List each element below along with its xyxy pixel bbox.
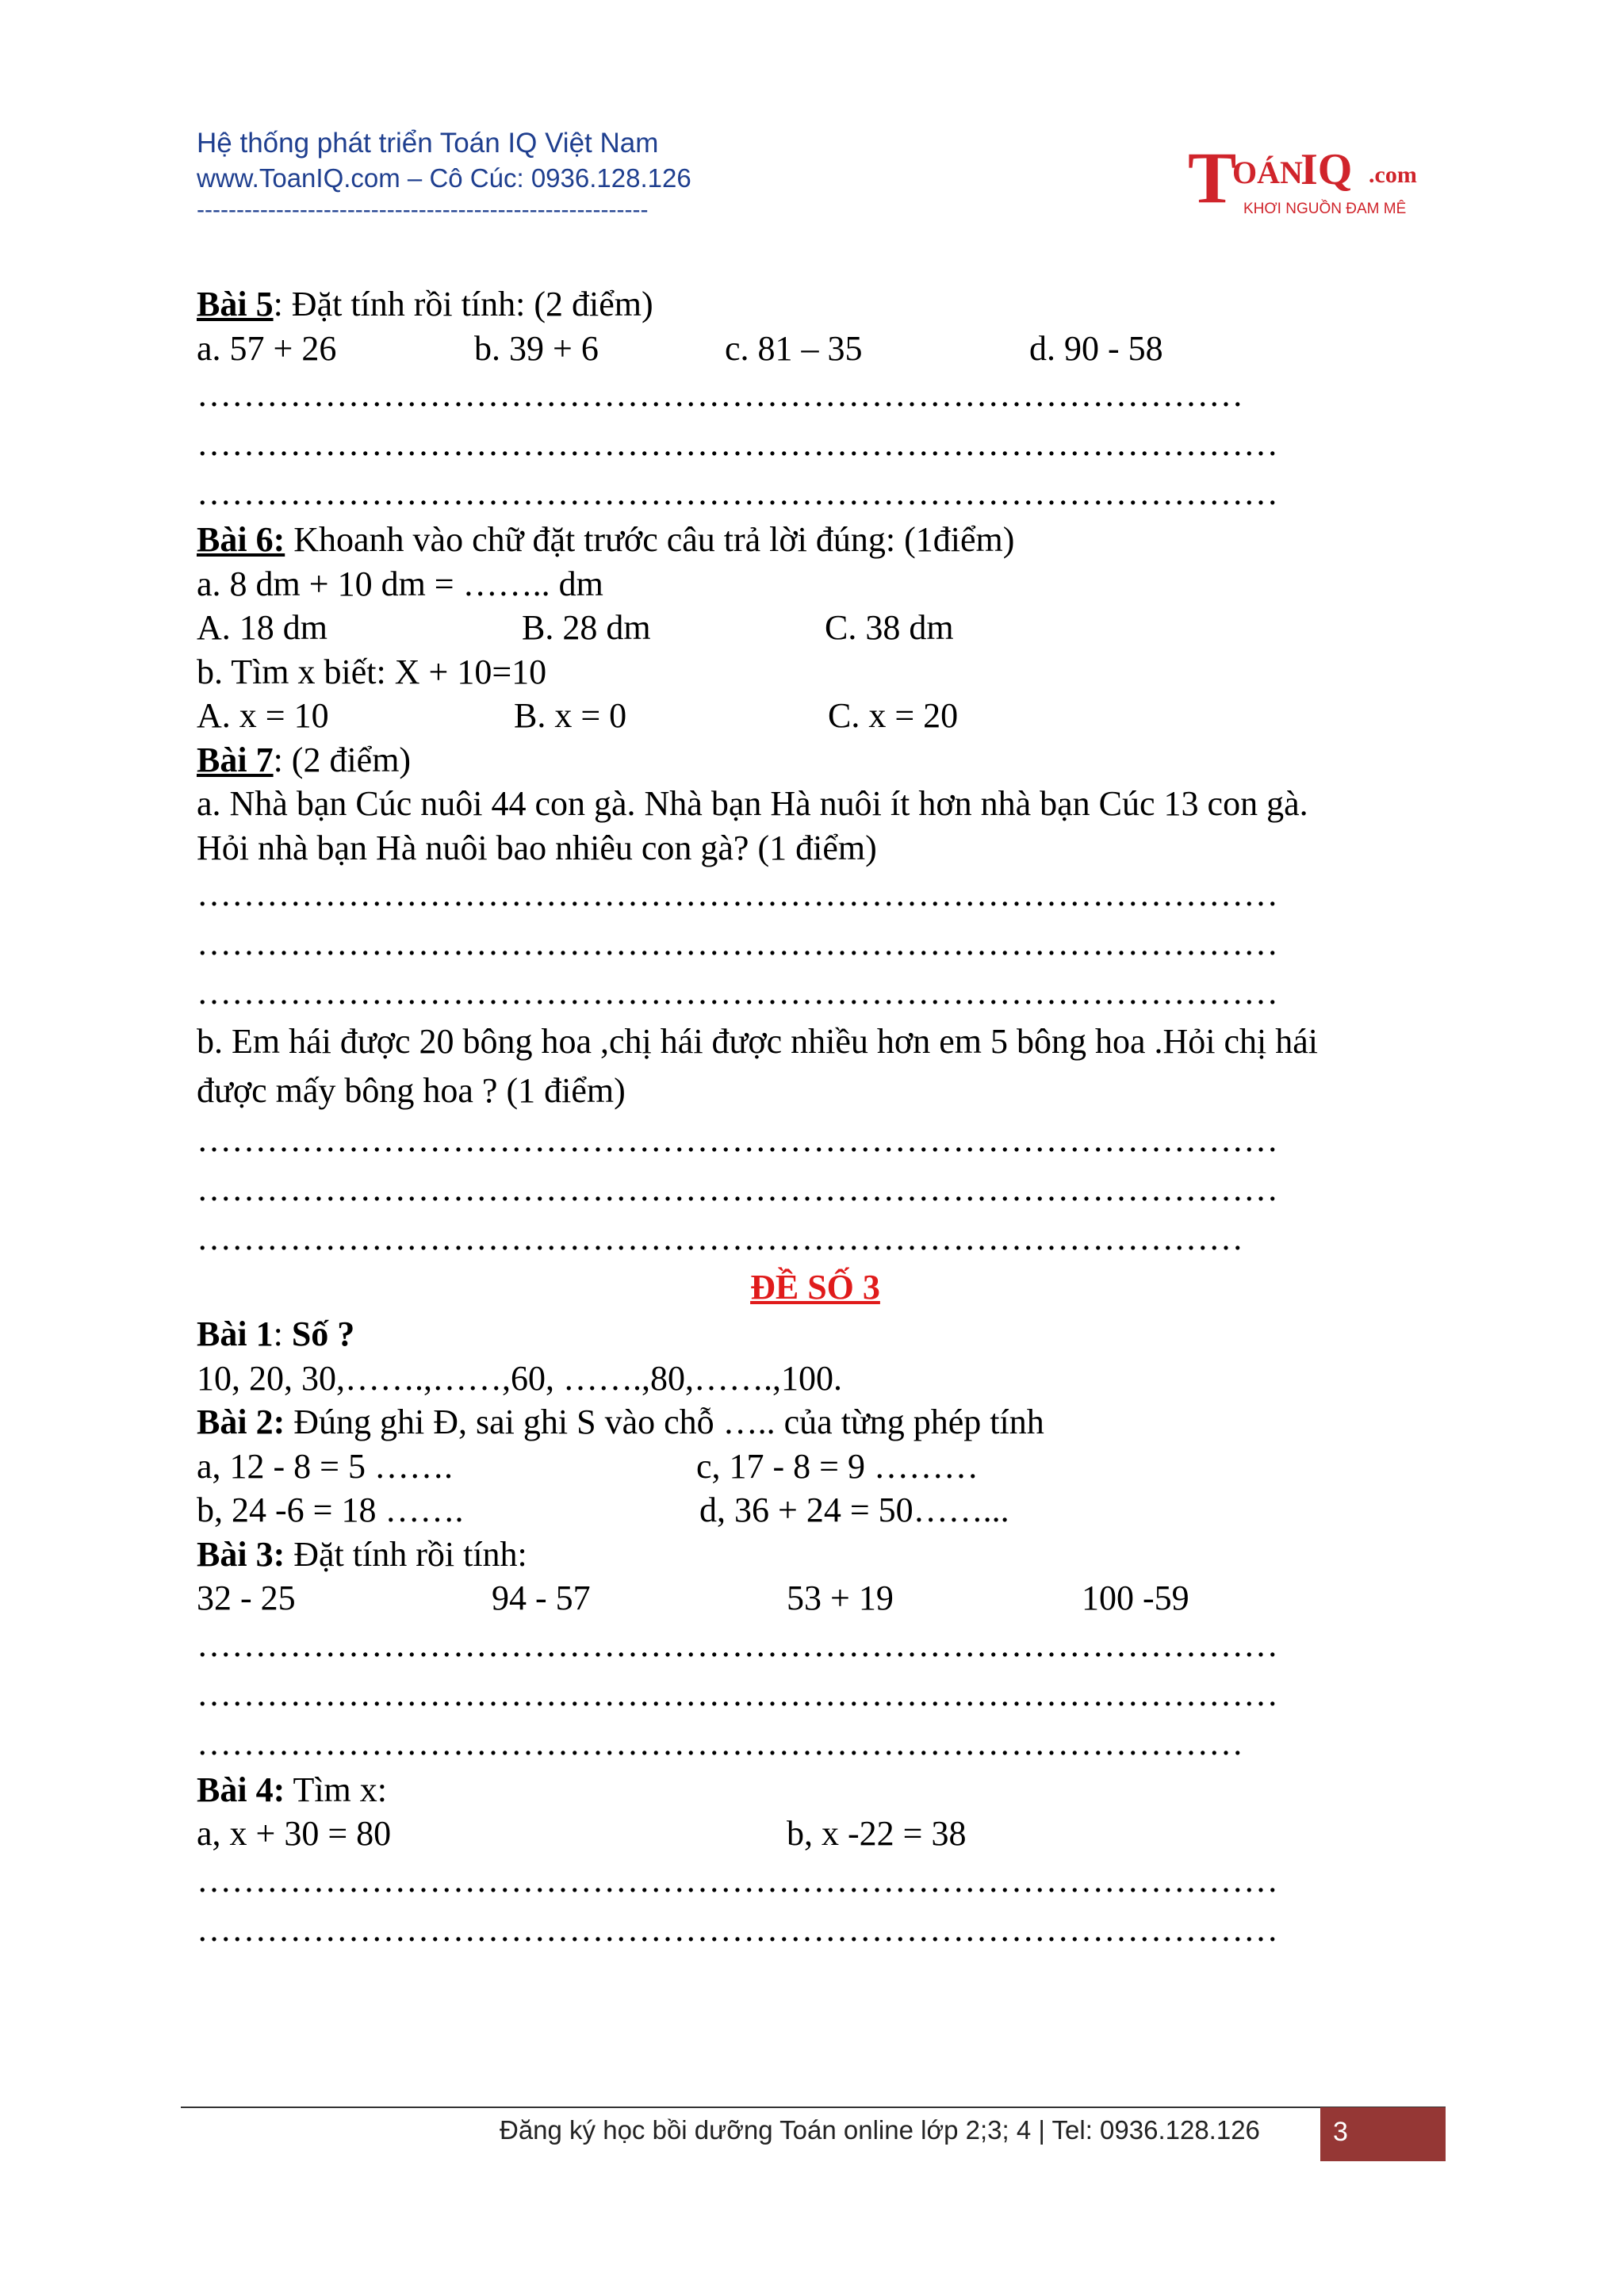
d3-bai3-item-1: 32 - 25 bbox=[197, 1578, 296, 1617]
exam-3-title: ĐỀ SỐ 3 bbox=[750, 1268, 880, 1307]
d3-bai3-label: Bài 3: bbox=[197, 1534, 285, 1574]
d3-bai2-title: Đúng ghi Đ, sai ghi S vào chỗ ….. của từng phép tính bbox=[285, 1402, 1044, 1441]
worksheet-content bbox=[197, 282, 1434, 1954]
answer-line: ……………………………………………………………………………… bbox=[197, 1219, 1243, 1257]
answer-line: ………………………………………………………………………………… bbox=[197, 973, 1278, 1012]
bai5-item-c: c. 81 – 35 bbox=[725, 328, 863, 368]
d3-bai2-item-a: a, 12 - 8 = 5 ……. bbox=[197, 1446, 453, 1486]
option-a: A. x = 10 bbox=[197, 696, 329, 735]
answer-line: ………………………………………………………………………………… bbox=[197, 1909, 1278, 1949]
d3-bai3-item-3: 53 + 19 bbox=[787, 1578, 894, 1617]
bai5-item-b: b. 39 + 6 bbox=[474, 328, 599, 368]
d3-bai1-sep: : bbox=[273, 1314, 292, 1353]
bai5-items bbox=[197, 327, 1434, 371]
d3-bai2-row-2 bbox=[197, 1488, 1434, 1533]
answer-line: ………………………………………………………………………………… bbox=[197, 1860, 1278, 1900]
option-c: C. 38 dm bbox=[825, 608, 954, 647]
d3-bai1-title: Số ? bbox=[291, 1314, 355, 1353]
bai7-title: : (2 điểm) bbox=[273, 740, 412, 779]
toaniq-logo[interactable] bbox=[1188, 137, 1434, 228]
logo-oan: OÁN bbox=[1232, 155, 1303, 190]
footer-text: Đăng ký học bồi dưỡng Toán online lớp 2;3; 4 | Tel: 0936.128.126 bbox=[500, 2115, 1260, 2145]
answer-line: ………………………………………………………………………………… bbox=[197, 1674, 1278, 1713]
bai7-b-text-1: b. Em hái được 20 bông hoa ,chị hái được nhiều hơn em 5 bông hoa .Hỏi chị hái bbox=[197, 1022, 1318, 1061]
bai6-question-b: b. Tìm x biết: X + 10=10 bbox=[197, 652, 547, 691]
bai7-a-text-1: a. Nhà bạn Cúc nuôi 44 con gà. Nhà bạn Hà nuôi ít hơn nhà bạn Cúc 13 con gà. bbox=[197, 784, 1308, 823]
bai5-title: : Đặt tính rồi tính: (2 điểm) bbox=[273, 285, 653, 323]
d3-bai2-item-d: d, 36 + 24 = 50……... bbox=[699, 1490, 1009, 1529]
option-a: A. 18 dm bbox=[197, 608, 327, 647]
bai5-item-d: d. 90 - 58 bbox=[1029, 328, 1163, 368]
bai5-label: Bài 5 bbox=[197, 285, 274, 323]
d3-bai1-label: Bài 1 bbox=[197, 1314, 274, 1353]
answer-line: ………………………………………………………………………………… bbox=[197, 424, 1278, 463]
d3-bai4-item-b: b, x -22 = 38 bbox=[787, 1814, 967, 1853]
d3-bai2-heading bbox=[197, 1400, 1434, 1445]
answer-line: ……………………………………………………………………………… bbox=[197, 375, 1243, 414]
d3-bai3-item-2: 94 - 57 bbox=[492, 1578, 591, 1617]
option-c: C. x = 20 bbox=[828, 696, 959, 735]
logo-iq: IQ bbox=[1300, 145, 1353, 194]
bai6-options-a bbox=[197, 606, 1434, 650]
answer-line: ………………………………………………………………………………… bbox=[197, 924, 1278, 962]
answer-line: ………………………………………………………………………………… bbox=[197, 1624, 1278, 1664]
answer-line: ………………………………………………………………………………… bbox=[197, 1169, 1278, 1208]
answer-line: ………………………………………………………………………………… bbox=[197, 1120, 1278, 1159]
logo-letter-t: T bbox=[1188, 137, 1237, 218]
d3-bai2-item-c: c, 17 - 8 = 9 ……… bbox=[696, 1446, 979, 1486]
d3-bai3-heading bbox=[197, 1533, 1434, 1577]
d3-bai1-heading bbox=[197, 1312, 1434, 1357]
option-b: B. x = 0 bbox=[514, 696, 627, 735]
d3-bai4-label: Bài 4: bbox=[197, 1770, 285, 1809]
d3-bai4-items bbox=[197, 1812, 1434, 1856]
d3-bai3-items bbox=[197, 1576, 1434, 1621]
bai6-label: Bài 6: bbox=[197, 520, 285, 559]
bai6-title: Khoanh vào chữ đặt trước câu trả lời đúng: (1điểm) bbox=[285, 520, 1015, 559]
d3-bai1-sequence: 10, 20, 30,…….,……,60, …….,80,…….,100. bbox=[197, 1358, 842, 1398]
header-title: Hệ thống phát triển Toán IQ Việt Nam bbox=[197, 128, 659, 159]
bai7-heading bbox=[197, 738, 1434, 783]
page-number-box bbox=[1320, 2107, 1446, 2161]
header-contact: www.ToanIQ.com – Cô Cúc: 0936.128.126 bbox=[197, 163, 691, 193]
answer-line: ………………………………………………………………………………… bbox=[197, 874, 1278, 913]
bai7-label: Bài 7 bbox=[197, 740, 274, 779]
bai7-b-text-2: được mấy bông hoa ? (1 điểm) bbox=[197, 1071, 626, 1110]
d3-bai4-title: Tìm x: bbox=[285, 1770, 387, 1809]
bai5-heading bbox=[197, 282, 1434, 327]
footer-rule bbox=[181, 2107, 1446, 2108]
answer-line: ……………………………………………………………………………… bbox=[197, 1723, 1243, 1762]
d3-bai2-item-b: b, 24 -6 = 18 ……. bbox=[197, 1490, 464, 1529]
d3-bai3-title: Đặt tính rồi tính: bbox=[285, 1534, 527, 1574]
page-number: 3 bbox=[1333, 2117, 1348, 2147]
logo-tagline: KHƠI NGUỒN ĐAM MÊ bbox=[1243, 201, 1407, 217]
d3-bai2-row-1 bbox=[197, 1445, 1434, 1489]
bai6-options-b bbox=[197, 694, 1434, 738]
d3-bai4-item-a: a, x + 30 = 80 bbox=[197, 1814, 392, 1853]
bai7-a-text-2: Hỏi nhà bạn Hà nuôi bao nhiêu con gà? (1 điểm) bbox=[197, 828, 877, 867]
header-rule: --------------------------------------------------------- bbox=[197, 197, 649, 223]
bai6-heading bbox=[197, 518, 1434, 562]
logo-com: .com bbox=[1369, 162, 1417, 188]
d3-bai3-item-4: 100 -59 bbox=[1082, 1578, 1189, 1617]
bai6-question-a: a. 8 dm + 10 dm = …….. dm bbox=[197, 564, 603, 603]
answer-line: ………………………………………………………………………………… bbox=[197, 473, 1278, 512]
option-b: B. 28 dm bbox=[522, 608, 651, 647]
d3-bai4-heading bbox=[197, 1768, 1434, 1812]
bai5-item-a: a. 57 + 26 bbox=[197, 328, 337, 368]
d3-bai2-label: Bài 2: bbox=[197, 1402, 285, 1441]
